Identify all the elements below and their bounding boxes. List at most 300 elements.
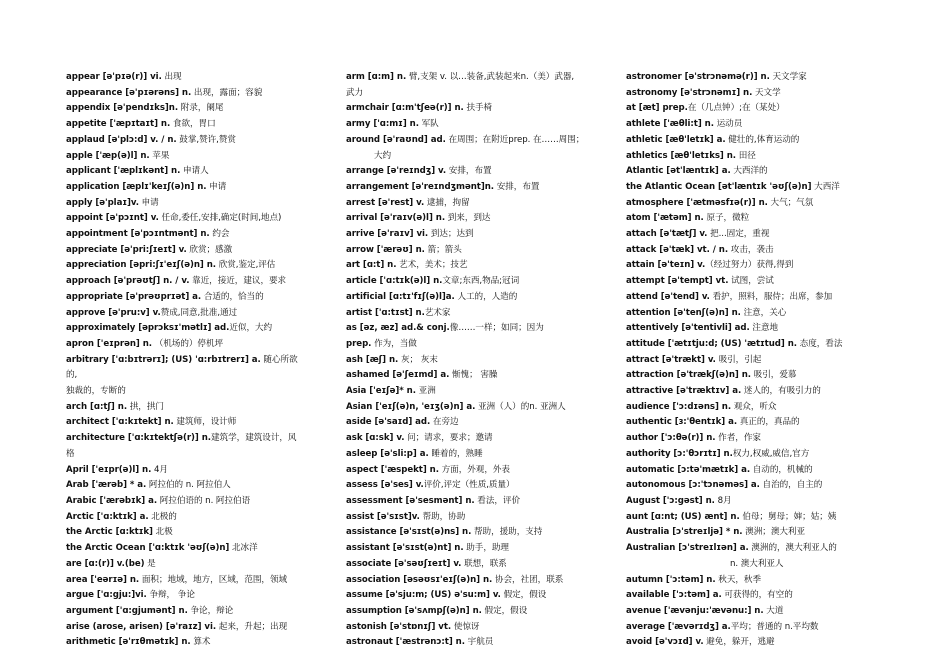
vocab-entry [66, 274, 330, 290]
entry-definition: 在周围；在附近prep. 在……周围； [445, 134, 585, 145]
entry-definition: n. 澳大利亚人 [730, 558, 784, 569]
vocab-entry [346, 400, 614, 416]
entry-definition: 平均；普通的 n.平均数 [730, 621, 819, 632]
entry-definition: 避免，躲开，逃避 [703, 637, 775, 648]
entry-headword: approach [ə'prəʊtʃ] n. / v. [66, 276, 190, 287]
vocab-entry [346, 604, 614, 620]
vocab-entry [626, 478, 916, 494]
vocab-entry [626, 227, 916, 243]
entry-definition: 把...固定，重视 [707, 229, 770, 240]
entry-headword: arrive [ə'raɪv] vi. [346, 229, 429, 240]
entry-definition: 宇航员 [464, 637, 494, 648]
vocab-entry [626, 258, 916, 274]
vocab-entry [66, 70, 330, 86]
vocab-entry [346, 447, 614, 463]
entry-headword: astonish [ə'stɒnɪʃ] vt. [346, 621, 452, 632]
entry-headword: authentic [ɜ:'θentɪk] a. [626, 417, 738, 428]
entry-definition: 试图，尝试 [728, 276, 774, 287]
entry-definition: 臂,支架 v. 以…装备,武装起来n.（美）武器, [406, 72, 575, 82]
entry-headword: autonomous [ɔ:'tɔnəməs] a. [626, 480, 760, 491]
vocab-entry [346, 557, 614, 573]
entry-headword: appropriate [ə'prəʊprɪət] a. [66, 291, 202, 302]
entry-headword: ash [æʃ] n. [346, 354, 399, 365]
entry-definition: 亚洲 [415, 386, 436, 397]
vocab-entry [346, 86, 614, 102]
entry-headword: attempt [ə'tempt] vt. [626, 276, 729, 287]
vocab-entry [626, 290, 916, 306]
entry-definition: 假定，假设 [500, 590, 547, 601]
entry-headword: attend [ə'tend] v. [626, 291, 710, 302]
entry-headword: attack [ə'tæk] vt. / n. [626, 244, 729, 255]
entry-headword: aspect ['æspekt] n. [346, 464, 439, 475]
entry-headword: are [ɑ:(r)] v.(be) [66, 558, 145, 569]
vocab-entry [66, 258, 330, 274]
entry-definition: 申请人 [180, 166, 209, 177]
entry-definition: 北极的 [148, 511, 177, 522]
vocab-entry [66, 525, 330, 541]
entry-definition: 阿拉伯的 n. 阿拉伯人 [146, 480, 231, 491]
entry-headword: attain [ə'teɪn] v. [626, 260, 706, 271]
vocab-entry [626, 400, 916, 416]
entry-headword: approximately [əprɔksɪ'mətlɪ] ad. [66, 323, 230, 334]
vocab-entry [346, 227, 614, 243]
entry-headword: appreciate [ə'pri:ʃɪeɪt] v. [66, 244, 187, 255]
vocab-entry [66, 149, 330, 165]
entry-definition: 秋天，秋季 [715, 574, 761, 585]
vocab-entry [626, 368, 916, 384]
vocab-entry [346, 149, 614, 165]
entry-definition: 联想，联系 [461, 558, 507, 569]
vocab-entry [626, 573, 916, 589]
entry-definition: 观众，听众 [731, 401, 777, 412]
vocab-entry [66, 337, 330, 353]
vocab-entry [66, 604, 330, 620]
entry-headword: architecture ['ɑ:kɪtektʃə(r)] n. [66, 433, 212, 444]
vocab-entry [66, 620, 330, 636]
entry-definition: 看法，评价 [474, 495, 521, 506]
entry-definition: 箭；箭头 [424, 244, 462, 255]
vocab-entry [66, 164, 330, 180]
entry-headword: assumption [ə'sʌmpʃ(ə)n] n. [346, 605, 482, 616]
entry-definition: 权力,权威,威信,官方 [732, 448, 810, 459]
entry-headword: astronomy [ə'strɔnəmɪ] n. [626, 87, 753, 98]
entry-headword: architect ['ɑ:kɪtekt] n. [66, 417, 174, 428]
entry-definition: 算术 [190, 637, 211, 648]
entry-headword: the Arctic [ɑ:ktɪk] [66, 527, 153, 538]
entry-headword: around [ə'raʊnd] ad. [346, 134, 446, 145]
vocab-entry [626, 588, 916, 604]
vocab-entry [346, 117, 614, 133]
entry-definition: 运动员 [713, 119, 743, 130]
vocab-entry [346, 164, 614, 180]
entry-headword: automatic [ɔ:tə'mætɪk] a. [626, 464, 751, 475]
word-column-3 [626, 70, 916, 651]
vocab-entry [66, 431, 330, 447]
vocab-entry [346, 431, 614, 447]
entry-headword: apron ['eɪprən] n. [66, 338, 153, 349]
vocab-entry [626, 525, 916, 541]
vocab-entry [626, 463, 916, 479]
entry-definition: 出现，露面；容貌 [191, 87, 263, 98]
entry-headword: army ['ɑ:mɪ] n. [346, 119, 419, 130]
vocab-entry [626, 494, 916, 510]
entry-definition: 作者，作家 [715, 433, 761, 444]
vocab-entry [346, 353, 614, 369]
entry-definition: 大西洋的 [730, 166, 768, 177]
vocab-entry [66, 101, 330, 117]
entry-definition: 军队 [418, 119, 439, 130]
entry-headword: author ['ɔ:θə(r)] n. [626, 433, 716, 444]
entry-definition: 人工的，人造的 [454, 291, 518, 302]
entry-headword: argument ['ɑ:gjumənt] n. [66, 605, 188, 616]
entry-definition: 作为，当做 [371, 338, 417, 349]
vocab-entry [66, 415, 330, 431]
entry-definition: 到来，到达 [445, 213, 491, 224]
vocab-entry [66, 573, 330, 589]
vocab-entry [626, 415, 916, 431]
entry-headword: applaud [ə'plɔ:d] v. / n. [66, 134, 177, 145]
entry-definition: 在旁边 [430, 417, 459, 428]
entry-definition: 申请 [206, 181, 227, 192]
entry-definition: 争辩， 争论 [146, 590, 195, 601]
entry-definition: 争论，辩论 [187, 605, 234, 616]
entry-definition: 助手，助理 [463, 543, 509, 554]
entry-headword: athletics [æθ'letɪks] n. [626, 150, 737, 161]
vocab-entry [346, 494, 614, 510]
vocab-entry [66, 180, 330, 196]
entry-headword: associate [ə'səʊʃɪeɪt] v. [346, 558, 462, 569]
entry-headword: arrest [ə'rest] v. [346, 197, 425, 208]
entry-definition: 文章;东西,物品;冠词 [442, 276, 520, 287]
vocab-entry [66, 510, 330, 526]
entry-definition: 大气；气氛 [767, 197, 814, 208]
entry-definition: 近似，大约 [229, 323, 273, 334]
vocab-entry [66, 306, 330, 322]
entry-definition: 赞成,同意,批准,通过 [160, 307, 238, 318]
vocab-entry [66, 211, 330, 227]
entry-definition: 惭愧； 害臊 [449, 370, 498, 381]
entry-headword: attention [ə'tenʃ(ə)n] n. [626, 307, 741, 318]
entry-definition: 吸引，引起 [715, 354, 762, 365]
vocab-entry [66, 321, 330, 337]
entry-headword: article ['ɑ:tɪk(ə)l] n. [346, 276, 443, 287]
vocab-entry [346, 101, 614, 117]
vocab-entry [626, 620, 916, 636]
entry-headword: autumn ['ɔ:təm] n. [626, 574, 716, 585]
vocab-entry [66, 243, 330, 259]
entry-headword: artist ['ɑ:tɪst] n. [346, 307, 425, 318]
entry-headword: prep. [346, 338, 372, 349]
entry-definition: 问；请求，要求；邀请 [404, 433, 493, 444]
entry-definition: 睡着的，熟睡 [428, 448, 483, 459]
entry-headword: arbitrary ['ɑ:bɪtrərɪ]; (US) 'ɑ:rbɪtrerɪ] a. [66, 354, 261, 365]
vocab-entry [66, 117, 330, 133]
entry-definition: 注意，关心 [740, 307, 787, 318]
word-column-2 [346, 70, 614, 651]
vocab-entry [66, 290, 330, 306]
vocab-entry [346, 70, 614, 86]
entry-headword: avoid [ə'vɔɪd] v. [626, 637, 704, 648]
entry-definition: 大道 [763, 605, 784, 616]
entry-definition: 天文学 [752, 87, 781, 98]
entry-definition: 可获得的，有空的 [721, 590, 793, 601]
entry-definition: 建筑学，建筑设计，风 [211, 433, 297, 444]
entry-headword: appearance [ə'pɪərəns] n. [66, 87, 192, 98]
entry-definition: 协会，社团，联系 [492, 574, 564, 585]
entry-definition: 拱，拱门 [127, 401, 164, 412]
entry-headword: attractive [ə'træktɪv] a. [626, 386, 742, 397]
entry-definition: 面积；地域，地方，区域，范围，领域 [139, 574, 288, 585]
vocab-entry [626, 101, 916, 117]
vocab-entry [346, 588, 614, 604]
entry-definition: 方面，外观，外表 [438, 464, 510, 475]
vocab-entry [346, 573, 614, 589]
entry-headword: Asian ['eɪʃ(ə)n, 'eɪʒ(ə)n] a. [346, 401, 476, 412]
entry-headword: appear [ə'pɪə(r)] vi. [66, 72, 162, 82]
vocab-entry [346, 368, 614, 384]
entry-headword: appreciation [əpri:ʃɪ'eɪʃ(ə)n] n. [66, 260, 217, 271]
vocab-entry [626, 180, 916, 196]
entry-headword: Asia ['eɪʃə]* n. [346, 386, 416, 397]
entry-headword: appetite ['æpɪtaɪt] n. [66, 119, 171, 130]
entry-headword: Arctic ['ɑ:ktɪk] a. [66, 511, 149, 522]
entry-definition: 靠近，接近，建议，要求 [189, 276, 287, 287]
entry-headword: attitude ['ætɪtju:d; (US) 'ætɪtud] n. [626, 338, 797, 349]
entry-headword: Australian [ɔ'streɪlɪən] a. [626, 543, 749, 554]
entry-headword: approve [ə'pru:v] v. [66, 307, 161, 318]
entry-headword: ashamed [ə'ʃeɪmd] a. [346, 370, 450, 381]
entry-headword: assistant [ə'sɪst(ə)nt] n. [346, 543, 464, 554]
vocab-entry [626, 510, 916, 526]
entry-definition: 北极 [152, 527, 173, 538]
vocab-entry [346, 196, 614, 212]
vocab-entry [346, 510, 614, 526]
vocab-entry [626, 384, 916, 400]
entry-headword: aunt [ɑ:nt; (US) ænt] n. [626, 511, 740, 522]
vocab-entry [626, 243, 916, 259]
entry-headword: appendix [ə'pendɪks]n. [66, 103, 179, 114]
entry-definition: 合适的，恰当的 [201, 291, 264, 302]
vocab-entry [66, 353, 330, 369]
vocab-entry [626, 447, 916, 463]
entry-headword: apply [ə'plaɪ]v. [66, 197, 139, 208]
entry-definition: 健壮的,体育运动的 [725, 134, 800, 145]
entry-headword: association [əsəʊsɪ'eɪʃ(ə)n] n. [346, 574, 493, 585]
entry-definition: （机场的）停机坪 [152, 338, 224, 349]
vocab-entry [66, 588, 330, 604]
entry-headword: average ['ævərɪdʒ] a. [626, 621, 731, 632]
entry-headword: available ['ɔ:təm] a. [626, 590, 722, 601]
entry-definition: 澳洲的，澳大利亚人的 [748, 543, 837, 554]
entry-definition: 建筑师，设计师 [173, 417, 237, 428]
entry-headword: attach [ə'tætʃ] v. [626, 229, 708, 240]
entry-definition: 看护，照料，服侍；出席，参加 [709, 291, 833, 302]
entry-headword: atom ['ætəm] n. [626, 213, 704, 224]
entry-headword: athlete ['æθli:t] n. [626, 119, 714, 130]
entry-definition: 大约 [374, 150, 392, 161]
entry-definition: 态度，看法 [796, 338, 843, 349]
entry-headword: assist [ə'sɪst]v. [346, 511, 420, 522]
vocab-entry [626, 321, 916, 337]
entry-headword: asleep [ə'sli:p] a. [346, 448, 429, 459]
vocab-entry [346, 211, 614, 227]
vocab-entry [346, 306, 614, 322]
vocab-entry [626, 557, 916, 573]
entry-headword: aside [ə'saɪd] ad. [346, 417, 431, 428]
entry-definition: 自治的，自主的 [759, 480, 823, 491]
entry-definition: 真正的，真品的 [737, 417, 800, 428]
entry-definition: 欣赏；感激 [186, 244, 233, 255]
entry-definition: 安排，布置 [494, 181, 540, 192]
vocab-entry [626, 541, 916, 557]
entry-headword: assistance [ə'sɪst(ə)ns] n. [346, 527, 472, 538]
vocab-entry [66, 227, 330, 243]
entry-definition: 安排，布置 [446, 166, 492, 177]
entry-headword: arrange [ə'reɪndʒ] v. [346, 166, 447, 177]
entry-headword: the Arctic Ocean ['ɑ:ktɪk 'əʊʃ(ə)n] [66, 543, 230, 554]
entry-headword: at [æt] prep. [626, 103, 688, 114]
entry-headword: application [æplɪ'keɪʃ(ə)n] n. [66, 181, 207, 192]
entry-definition: 武力 [346, 87, 364, 98]
vocab-entry [346, 541, 614, 557]
vocab-entry [346, 243, 614, 259]
entry-headword: arm [ɑ:m] n. [346, 72, 407, 82]
entry-definition: 8月 [714, 495, 732, 506]
entry-headword: Australia [ɔ'streɪljə] * n. [626, 527, 743, 538]
entry-headword: assess [ə'ses] v. [346, 480, 424, 491]
vocab-entry [626, 306, 916, 322]
entry-definition: 食欲，胃口 [170, 119, 216, 130]
vocab-entry [626, 431, 916, 447]
entry-definition: 大西洋 [811, 181, 840, 192]
word-column-1 [66, 70, 330, 651]
vocab-entry [346, 258, 614, 274]
entry-definition: 评价,评定（性质,质量） [423, 480, 515, 491]
vocab-entry [626, 86, 916, 102]
entry-definition: 出现 [161, 72, 182, 82]
entry-definition: 逮捕，拘留 [424, 197, 470, 208]
entry-definition: 天文学家 [769, 72, 807, 82]
entry-headword: Arab ['ærəb] * a. [66, 480, 147, 491]
entry-definition: 起来，升起；出现 [216, 621, 288, 632]
entry-headword: August ['ɔ:gəst] n. [626, 495, 715, 506]
entry-headword: astronomer [ə'strɔnəmə(r)] n. [626, 72, 770, 82]
entry-headword: artificial [ɑ:tɪ'fɪʃ(ə)l]a. [346, 291, 455, 302]
entry-headword: arch [ɑ:tʃ] n. [66, 401, 128, 412]
vocab-entry [66, 635, 330, 651]
vocab-entry [346, 133, 614, 149]
entry-headword: arrangement [ə'reɪndʒmənt]n. [346, 181, 495, 192]
entry-definition: 吸引，爱慕 [751, 370, 797, 381]
vocab-entry [626, 635, 916, 651]
vocab-entry [66, 400, 330, 416]
vocab-entry [346, 525, 614, 541]
entry-definition: 在（几点钟）;在（某处） [687, 103, 785, 114]
vocab-entry [346, 274, 614, 290]
entry-definition: 约会 [209, 229, 230, 240]
entry-definition: 苹果 [149, 150, 170, 161]
entry-definition: 帮助，援助，支持 [471, 527, 543, 538]
vocab-entry [66, 196, 330, 212]
entry-headword: appoint [ə'pɔɪnt] v. [66, 213, 159, 224]
entry-definition: 独裁的，专断的 [66, 386, 126, 397]
entry-definition: 扶手椅 [463, 103, 493, 114]
entry-headword: April ['eɪpr(ə)l] n. [66, 464, 152, 475]
vocab-entry [346, 415, 614, 431]
entry-definition: 随心所欲 [260, 354, 298, 365]
vocab-entry [66, 133, 330, 149]
vocab-entry [626, 274, 916, 290]
vocab-entry [626, 164, 916, 180]
entry-headword: Atlantic [ət'læntɪk] a. [626, 166, 731, 177]
vocab-entry [66, 557, 330, 573]
entry-headword: area ['eərɪə] n. [66, 574, 140, 585]
entry-definition: 田径 [736, 150, 756, 161]
entry-headword: audience ['ɔ:dɪəns] n. [626, 401, 732, 412]
entry-definition: 是 [144, 558, 156, 569]
entry-headword: the Atlantic Ocean [ət'læntɪk 'əʊʃ(ə)n] [626, 181, 812, 192]
vocab-entry [346, 180, 614, 196]
vocab-entry [626, 604, 916, 620]
vocab-entry [346, 337, 614, 353]
entry-headword: attraction [ə'trækʃ(ə)n] n. [626, 370, 751, 381]
entry-headword: appointment [ə'pɔɪntmənt] n. [66, 229, 210, 240]
entry-headword: applicant ['æplɪkənt] n. [66, 166, 181, 177]
entry-headword: avenue ['ævənju:'ævənu:] n. [626, 605, 764, 616]
entry-definition: 原子，微粒 [703, 213, 750, 224]
entry-headword: Arabic ['ærəbɪk] a. [66, 495, 158, 506]
entry-headword: arise (arose, arisen) [ə'raɪz] vi. [66, 621, 217, 632]
entry-definition: 攻击，袭击 [728, 244, 774, 255]
entry-definition: 到达；达到 [428, 229, 474, 240]
vocab-entry [346, 478, 614, 494]
vocab-entry [346, 463, 614, 479]
vocab-entry [346, 620, 614, 636]
entry-definition: 申请 [138, 197, 159, 208]
entry-definition: 注意地 [749, 323, 779, 334]
entry-definition: 像……一样；如同；因为 [449, 323, 544, 334]
vocab-entry [626, 337, 916, 353]
vocab-entry [626, 149, 916, 165]
entry-definition: 北冰洋 [229, 543, 258, 554]
vocab-entry [626, 117, 916, 133]
entry-definition: 阿拉伯语的 n. 阿拉伯语 [157, 495, 251, 506]
vocab-entry [66, 86, 330, 102]
vocab-entry [66, 447, 330, 463]
entry-headword: authority [ɔ:'θɔrɪtɪ] n. [626, 448, 733, 459]
entry-definition: 艺术家 [424, 307, 451, 318]
entry-headword: arrival [ə'raɪv(ə)l] n. [346, 213, 446, 224]
entry-headword: ask [ɑ:sk] v. [346, 433, 405, 444]
entry-headword: arithmetic [ə'rɪθmətɪk] n. [66, 637, 191, 648]
vocab-entry [626, 211, 916, 227]
entry-headword: as [əz, æz] ad.& conj. [346, 323, 450, 334]
vocab-entry [66, 494, 330, 510]
entry-definition: 欣赏,鉴定,评估 [216, 260, 276, 271]
entry-headword: assume [ə'sju:m; (US) ə'su:m] v. [346, 590, 501, 601]
entry-definition: 艺术，美术；技艺 [396, 260, 468, 271]
vocab-entry [346, 321, 614, 337]
entry-headword: arrow ['ærəʊ] n. [346, 244, 425, 255]
vocab-entry [626, 133, 916, 149]
vocab-entry [66, 384, 330, 400]
entry-definition: 帮助，协助 [419, 511, 466, 522]
entry-headword: apple ['æp(ə)l] n. [66, 150, 150, 161]
vocab-entry [626, 70, 916, 86]
entry-headword: art [ɑ:t] n. [346, 260, 397, 271]
vocab-entry [66, 463, 330, 479]
entry-definition: 自动的，机械的 [750, 464, 813, 475]
